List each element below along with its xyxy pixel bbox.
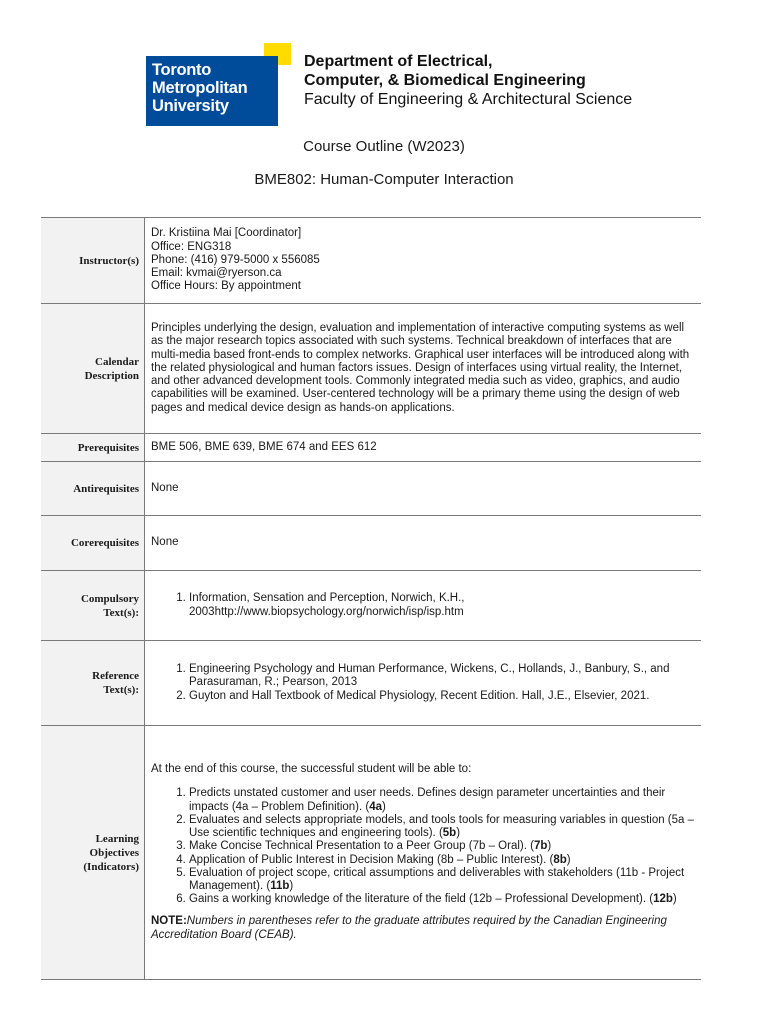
objective-close: )	[382, 800, 386, 813]
antirequisites-label: Antirequisites	[41, 462, 145, 516]
objectives-label-2: Objectives	[89, 846, 139, 859]
instructor-office: Office: ENG318	[151, 240, 232, 253]
list-item: 2. Guyton and Hall Textbook of Medical Physiology, Recent Edition. Hall, J.E., Elsevier, 2021.	[189, 690, 695, 703]
university-logo	[146, 43, 291, 126]
objectives-intro: At the end of this course, the successful student will be able to:	[151, 763, 472, 776]
row-calendar	[41, 304, 701, 434]
calendar-description: Principles underlying the design, evaluation and implementation of interactive computing systems as well as the major research topics associated with such systems. Technical breakdown of interfaces that are multi-media based front-ends to complex networks. Graphical user interfaces will be introduced along with the related physiological and human factors issues. Design of interfaces using virtual reality, the Internet, and other advanced development tools. Commonly integrated media such as video, graphics, and audio capabilities will be examined. User-centered technology will be a primary theme using the design of web pages and medical device design as hands-on applications.	[145, 304, 702, 434]
objective-text: Evaluation of project scope, critical assumptions and deliverables with stakeholders (11b - Project Management). (	[189, 866, 685, 892]
objective-indicator: 7b	[533, 840, 548, 853]
row-instructor	[41, 218, 701, 304]
calendar-label-1: Calendar	[95, 355, 139, 368]
objective-close: )	[289, 879, 294, 892]
row-corequisites	[41, 516, 701, 571]
objective-text: Application of Public Interest in Decision Making (8b – Public Interest). (	[189, 853, 554, 866]
list-item	[189, 867, 695, 893]
objective-indicator: 4a	[369, 800, 383, 813]
objective-indicator: 12b	[653, 893, 673, 906]
dept-line-2: Computer, & Biomedical Engineering	[304, 72, 586, 89]
reference-label	[41, 641, 145, 726]
corequisites-value: None	[145, 516, 702, 571]
objectives-label-1: Learning	[95, 832, 139, 845]
objectives-label	[41, 726, 145, 980]
logo-line-1: Toronto	[152, 61, 211, 79]
calendar-label-2: Description	[84, 369, 139, 382]
logo-line-3: University	[152, 97, 229, 115]
list-item: 1. Information, Sensation and Perception, Norwich, K.H., 2003http://www.biopsychology.org/norwich/isp/isp.htm	[189, 592, 695, 618]
instructor-hours: Office Hours: By appointment	[151, 280, 301, 293]
instructor-label: Instructor(s)	[41, 218, 145, 304]
objective-close: )	[672, 893, 677, 906]
ceab-note	[151, 915, 695, 941]
logo-line-2: Metropolitan	[152, 79, 248, 97]
course-outline-table	[41, 217, 701, 980]
objective-text: Make Concise Technical Presentation to a Peer Group (7b – Oral). (	[189, 840, 534, 853]
department-heading	[304, 52, 632, 109]
objective-close: )	[547, 840, 552, 853]
objective-text: Evaluates and selects appropriate models, and tools tools for measuring variables in question (5a – Use scientific techniques and engineering tools). (	[189, 813, 695, 840]
objective-indicator: 8b	[553, 853, 567, 866]
list-item	[189, 854, 695, 867]
objective-text: Predicts unstated customer and user needs. Defines design parameter uncertainties and their impacts (4a – Problem Definition). (	[189, 787, 666, 813]
list-item	[189, 814, 695, 840]
objective-close: )	[566, 853, 571, 866]
instructor-name: Dr. Kristiina Mai [Coordinator]	[151, 227, 302, 240]
row-antirequisites	[41, 462, 701, 516]
reference-label-2: Text(s):	[103, 684, 139, 696]
reference-content	[145, 641, 702, 726]
page-title: Course Outline (W2023)	[303, 138, 465, 155]
list-item	[189, 840, 695, 853]
objectives-label-3: (Indicators)	[83, 860, 139, 873]
course-title: BME802: Human-Computer Interaction	[254, 171, 514, 188]
objective-indicator: 5b	[442, 827, 457, 840]
reference-label-1: Reference	[92, 670, 139, 682]
compulsory-content	[145, 571, 702, 641]
list-item	[189, 893, 695, 906]
instructor-phone: Phone: (416) 979-5000 x 556085	[151, 253, 320, 266]
objectives-content	[145, 726, 702, 980]
row-learning-objectives	[41, 726, 701, 980]
list-item	[189, 787, 695, 813]
compulsory-list	[151, 592, 695, 618]
compulsory-label-2: Text(s):	[103, 606, 139, 619]
instructor-email: Email: kvmai@ryerson.ca	[151, 267, 282, 280]
corequisites-label: Corerequisites	[41, 516, 145, 571]
compulsory-label	[41, 571, 145, 641]
dept-line-1: Department of Electrical,	[304, 53, 493, 70]
prerequisites-value: BME 506, BME 639, BME 674 and EES 612	[145, 434, 702, 462]
reference-list	[151, 663, 695, 703]
faculty-line: Faculty of Engineering & Architectural Science	[304, 91, 633, 108]
note-label: NOTE:	[151, 915, 187, 928]
row-compulsory-texts	[41, 571, 701, 641]
logo-accent-2	[278, 43, 291, 65]
logo-wordmark	[152, 61, 247, 115]
row-reference-texts	[41, 641, 701, 726]
objective-close: )	[456, 827, 461, 840]
objective-indicator: 11b	[270, 879, 290, 892]
list-item: 1. Engineering Psychology and Human Performance, Wickens, C., Hollands, J., Banbury, S., and Parasuraman, R.; Pearson, 2013	[189, 663, 695, 689]
prerequisites-label: Prerequisites	[41, 434, 145, 462]
objective-text: Gains a working knowledge of the literature of the field (12b – Professional Development). (	[189, 893, 654, 906]
row-prerequisites	[41, 434, 701, 462]
antirequisites-value: None	[145, 462, 702, 516]
instructor-content	[145, 218, 702, 304]
calendar-label	[41, 304, 145, 434]
objectives-list	[151, 787, 695, 906]
compulsory-label-1: Compulsory	[80, 592, 139, 605]
note-text: Numbers in parentheses refer to the graduate attributes required by the Canadian Engineering Accreditation Board (CEAB).	[151, 915, 667, 941]
